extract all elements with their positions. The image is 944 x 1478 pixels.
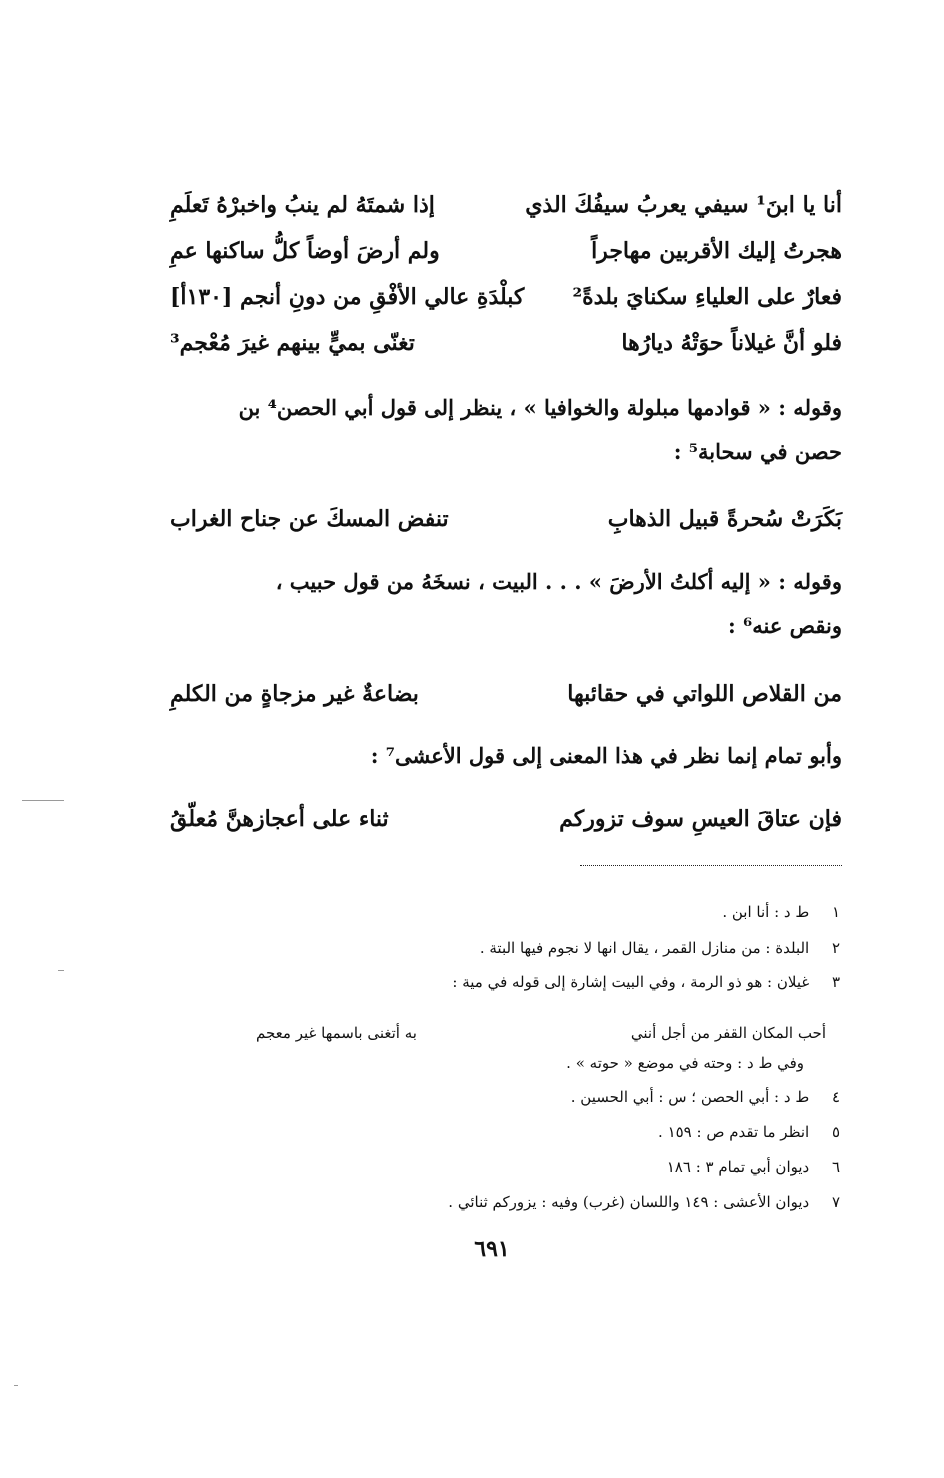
verse-line [170,797,842,841]
verse-second-hemistich: تغنّى بميٍّ بينهم غيرَ مُعْجم³ [170,330,415,356]
footnote-text: انظر ما تقدم ص : ١٥٩ . [658,1123,810,1141]
footnote [667,1156,840,1178]
footnote-number: ٤ [831,1088,840,1106]
verse-second-hemistich: تنفض المسكَ عن جناح الغراب [170,506,449,532]
verse-second-hemistich: ثناء على أعجازهنَّ مُعلّقُ [170,806,389,832]
verse-line [170,321,842,365]
prose-line: وقوله : « قوادمها مبلولة والخوافيا » ، ينظر إلى قول أبي الحصن⁴ بن [238,395,842,420]
verse-first-hemistich: فلو أنَّ غيلاناً حوَتْهُ ديارُها [621,330,842,356]
footnote-separator [580,865,842,866]
footnote-number: ٧ [831,1193,840,1211]
footnote-verse-second-hemistich: به أتغنى باسمها غير معجم [256,1024,417,1042]
prose-line: حصن في سحابة⁵ : [673,439,842,464]
prose-line: ونقص عنه⁶ : [727,613,842,638]
verse-second-hemistich: بضاعةٌ غير مزجاةٍ من الكلمِ [170,681,419,707]
footnote-text: ديوان أبي تمام ٣ : ١٨٦ [666,1158,810,1176]
verse-second-hemistich: ولم أرضَ أوضاً كلُّ ساكنها عمِ [170,238,440,264]
footnote [571,1086,840,1108]
scan-speck [22,800,64,801]
footnote-verse-first-hemistich: أحب المكان القفر من أجل أنني [630,1024,826,1042]
footnote-text: ط د : أبي الحصن ؛ س : أبي الحسين . [570,1088,810,1106]
verse-line [170,229,842,273]
footnote-number: ١ [831,903,840,921]
footnote-verse [256,1022,826,1044]
footnote-text: غيلان : هو ذو الرمة ، وفي البيت إشارة إلى قوله في مية : [452,973,810,991]
verse-line [170,497,842,541]
footnote [452,971,840,993]
footnote [658,1121,840,1143]
footnote [448,1191,840,1213]
verse-first-hemistich: أنا يا ابنَ¹ سيفي يعربُ سيفُكَ الذي [525,192,842,218]
footnote-number: ٣ [831,973,840,991]
verse-second-hemistich: كبلْدَةِ عالي الأفْقِ من دونِ أنجم [١٣٠أ] [170,284,525,310]
footnote-note: وفي ط د : وحته في موضع « حوته » . [566,1054,804,1072]
scan-speck [58,970,64,971]
verse-first-hemistich: فعارٌ على العلياءِ سكنايَ بلدةً² [572,284,842,310]
prose-line: وقوله : « إليه أكلتُ الأرضَ » . . . البيت ، نسخَهُ من قول حبيب ، [275,569,842,594]
footnote-text: ط د : أنا ابن . [722,903,810,921]
footnote-text: ديوان الأعشى : ١٤٩ واللسان (غرب) وفيه : يزوركم ثنائي . [448,1193,810,1211]
page-number: ٦٩١ [474,1236,510,1262]
verse-line [170,672,842,716]
verse-second-hemistich: إذا شمتَهُ لم ينبُ واخبرْهُ تَعلَمِ [170,192,435,218]
verse-first-hemistich: من القلاص اللواتي في حقائبها [567,681,842,707]
verse-line [170,183,842,227]
footnote-number: ٢ [831,939,840,957]
verse-first-hemistich: فإن عتاقَ العيسِ سوف تزوركم [559,806,842,832]
verse-first-hemistich: هجرتُ إليك الأقربين مهاجراً [591,238,842,264]
scan-speck [14,1385,18,1386]
prose-line: وأبو تمام إنما نظر في هذا المعنى إلى قول الأعشى⁷ : [370,743,842,768]
footnote-text: البلدة : من منازل القمر ، يقال انها لا نجوم فيها البتة . [479,939,810,957]
footnote-number: ٦ [831,1158,840,1176]
verse-first-hemistich: بَكَرَتْ سُحرةً قبيل الذهابِ [607,506,842,532]
footnote-number: ٥ [831,1123,840,1141]
footnote [480,937,840,959]
footnote [722,901,840,923]
verse-line [170,275,842,319]
